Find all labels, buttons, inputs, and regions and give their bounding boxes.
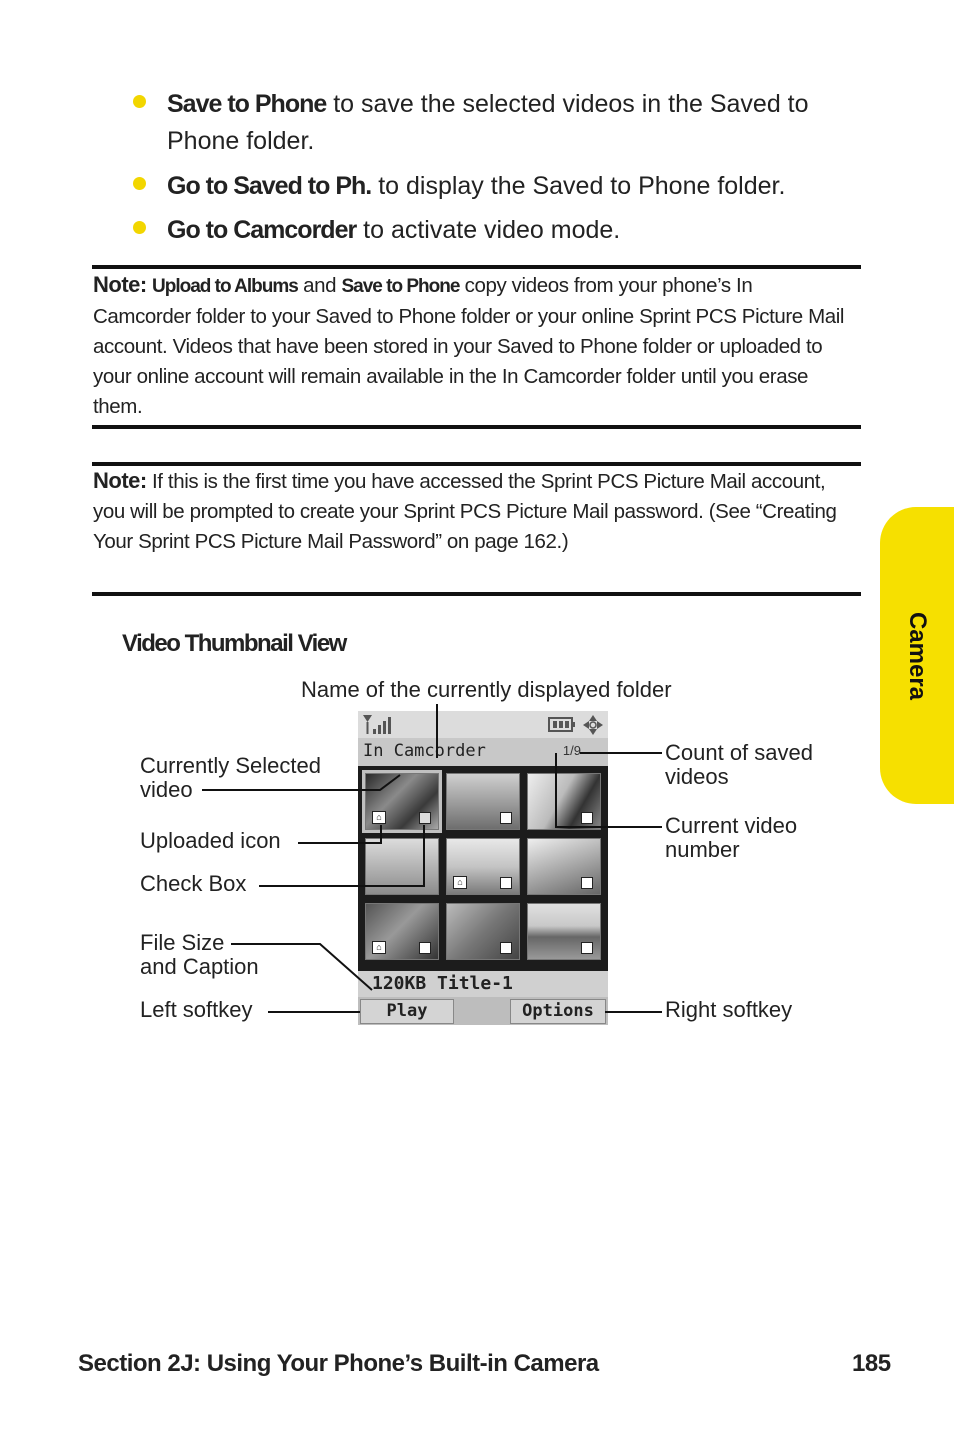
bullet-term: Save to Phone	[167, 90, 327, 118]
page-number: 185	[852, 1350, 891, 1377]
play-softkey[interactable]: Play	[360, 999, 454, 1024]
note-label: Note:	[93, 468, 147, 493]
callout-line: Count of saved	[665, 740, 813, 765]
uploaded-icon: ⌂	[453, 876, 467, 889]
callout-left-softkey: Left softkey	[140, 997, 253, 1022]
note-text: If this is the first time you have accessed the Sprint PCS Picture Mail account, you will be prompted to create your Sprint PCS Picture Mail password. (See “Creating Your Sprint PCS Picture Mail Password” on page 162.)	[93, 470, 837, 553]
note-term: Save to Phone	[341, 276, 460, 297]
callout-line: and Caption	[140, 954, 259, 979]
video-counter: 1/9	[562, 743, 581, 758]
callout-line: Currently Selected	[140, 753, 321, 778]
bullet-description: to activate video mode.	[356, 216, 621, 244]
note-label: Note:	[93, 272, 147, 297]
note-term: Upload to Albums	[152, 276, 298, 297]
footer-section-title: Section 2J: Using Your Phone’s Built-in Camera	[78, 1350, 599, 1377]
callout-check-box: Check Box	[140, 871, 247, 896]
section-tab-label: Camera	[904, 611, 931, 700]
callout-line: video	[140, 777, 193, 802]
bullet-term: Go to Saved to Ph.	[167, 172, 372, 200]
callout-line: File Size	[140, 930, 225, 955]
options-softkey[interactable]: Options	[510, 999, 606, 1024]
callout-line: videos	[665, 764, 729, 789]
callout-line: number	[665, 837, 740, 862]
figure-heading: Video Thumbnail View	[122, 630, 346, 657]
bullet-description: to display the Saved to Phone folder.	[371, 172, 786, 200]
callout-right-softkey: Right softkey	[665, 997, 793, 1022]
callout-folder-name: Name of the currently displayed folder	[301, 677, 672, 702]
section-tab	[880, 507, 954, 804]
file-caption: 120KB Title-1	[372, 973, 513, 994]
bullet-term: Go to Camcorder	[167, 216, 357, 244]
uploaded-icon: ⌂	[372, 941, 386, 954]
folder-name: In Camcorder	[363, 741, 486, 761]
note-text: copy videos from your phone’s In Camcorder folder to your Saved to Phone folder or your online Sprint PCS Picture Mail account. Videos that have been stored in your Saved to Phone folder or uploaded to your online account will remain available in the In Camcorder folder until you erase them.	[93, 274, 845, 418]
callout-uploaded-icon: Uploaded icon	[140, 828, 281, 853]
bullet-description: to save the selected videos in the Saved to Phone folder.	[167, 90, 809, 155]
uploaded-icon: ⌂	[372, 811, 386, 824]
callout-line: Current video	[665, 813, 798, 838]
note-text: and	[297, 274, 342, 297]
